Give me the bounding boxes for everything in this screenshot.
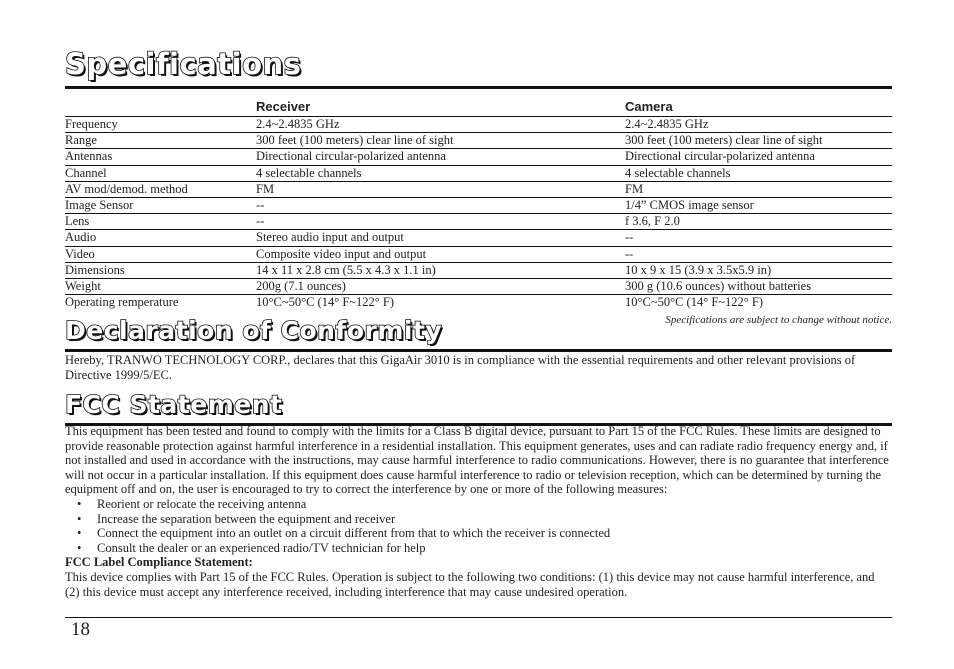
spec-label-cell: Frequency	[65, 117, 256, 133]
spec-label-cell: Range	[65, 133, 256, 149]
spec-label-cell: Image Sensor	[65, 197, 256, 213]
table-row	[65, 295, 892, 311]
camera-value-cell: 2.4~2.4835 GHz	[625, 117, 892, 133]
spec-label-cell: Audio	[65, 230, 256, 246]
fcc-body	[65, 424, 892, 599]
table-row	[65, 149, 892, 165]
receiver-value-cell: 10°C~50°C (14° F~122° F)	[256, 295, 395, 310]
fcc-measures-list	[65, 497, 892, 555]
fcc-heading: FCC Statement	[65, 390, 283, 419]
list-item: • Consult the dealer or an experienced radio/TV technician for help	[65, 541, 892, 556]
spec-label-cell: Dimensions	[65, 262, 256, 278]
spec-label-cell: Antennas	[65, 149, 256, 165]
receiver-value-cell: Stereo audio input and output	[256, 230, 625, 246]
spec-label-cell: Channel	[65, 165, 256, 181]
footer-divider	[65, 617, 892, 618]
list-item: • Connect the equipment into an outlet on a circuit different from that to which the receiver is connected	[65, 526, 892, 541]
camera-value-cell: 10 x 9 x 15 (3.9 x 3.5x5.9 in)	[625, 262, 892, 278]
table-row	[65, 117, 892, 133]
receiver-value-cell: --	[256, 197, 625, 213]
receiver-value-cell: Composite video input and output	[256, 246, 625, 262]
receiver-value-cell: FM	[256, 181, 625, 197]
table-header-row	[65, 96, 892, 117]
declaration-heading: Declaration of Conformity	[65, 316, 443, 345]
camera-value-cell: --	[625, 230, 892, 246]
list-item: • Increase the separation between the equipment and receiver	[65, 512, 892, 527]
table-row	[65, 197, 892, 213]
camera-value-cell: 300 g (10.6 ounces) without batteries	[625, 278, 892, 294]
camera-value-cell: 4 selectable channels	[625, 165, 892, 181]
table-row	[65, 246, 892, 262]
camera-value-cell: f 3.6, F 2.0	[625, 214, 892, 230]
fcc-label-title: FCC Label Compliance Statement:	[65, 555, 253, 570]
column-header-receiver: Receiver	[256, 96, 625, 117]
heading-divider	[65, 349, 892, 352]
camera-value-cell: FM	[625, 181, 892, 197]
specifications-heading: Specifications	[65, 47, 302, 81]
column-header-label	[65, 96, 256, 117]
spec-label-cell: Lens	[65, 214, 256, 230]
spec-label-cell: AV mod/demod. method	[65, 181, 256, 197]
column-header-camera: Camera	[625, 96, 892, 117]
table-row	[65, 181, 892, 197]
camera-value-cell: --	[625, 246, 892, 262]
camera-value-cell: 1/4” CMOS image sensor	[625, 197, 892, 213]
spec-label-cell: Operating remperature	[65, 295, 179, 310]
table-row	[65, 165, 892, 181]
receiver-value-cell: 14 x 11 x 2.8 cm (5.5 x 4.3 x 1.1 in)	[256, 262, 625, 278]
camera-value-cell: 300 feet (100 meters) clear line of sight	[625, 133, 892, 149]
camera-value-cell: 10°C~50°C (14° F~122° F)	[625, 295, 764, 310]
declaration-text: Hereby, TRANWO TECHNOLOGY CORP., declares that this GigaAir 3010 is in compliance with the essential requirements and other relevant provisions of Directive 1999/5/EC.	[65, 353, 856, 382]
camera-value-cell: Directional circular-polarized antenna	[625, 149, 892, 165]
spec-label-cell: Video	[65, 246, 256, 262]
table-row	[65, 133, 892, 149]
fcc-label-text: This device complies with Part 15 of the FCC Rules. Operation is subject to the following two conditions: (1) this device may not cause harmful interference, and (2) this device must accept any interference received, including interference that may cause undesired operation.	[65, 569, 875, 599]
table-row	[65, 214, 892, 230]
page-number: 18	[71, 619, 90, 640]
receiver-value-cell: --	[256, 214, 625, 230]
table-body	[65, 117, 892, 311]
receiver-value-cell: Directional circular-polarized antenna	[256, 149, 625, 165]
receiver-value-cell: 300 feet (100 meters) clear line of sight	[256, 133, 625, 149]
receiver-value-cell: 200g (7.1 ounces)	[256, 278, 625, 294]
fcc-paragraph: This equipment has been tested and found to comply with the limits for a Class B digital device, pursuant to Part 15 of the FCC Rules. These limits are designed to provide reasonable protection against harmful interference in a residential installation. This equipment generates, uses and can radiate radio frequency energy and, if not installed and used in accordance with the instructions, may cause harmful interference to radio communications. However, there is no guarantee that interference will not occur in a particular installation. If this equipment does cause harmful interference to radio or television reception, which can be determined by turning the equipment off and on, the user is encouraged to try to correct the interference by one or more of the following measures:	[65, 424, 889, 497]
table-row	[65, 230, 892, 246]
specifications-note: Specifications are subject to change without notice.	[665, 314, 892, 326]
specifications-table	[65, 96, 892, 310]
heading-divider	[65, 86, 892, 89]
table-row	[65, 278, 892, 294]
list-item: • Reorient or relocate the receiving antenna	[65, 497, 892, 512]
table-row	[65, 262, 892, 278]
receiver-value-cell: 2.4~2.4835 GHz	[256, 117, 625, 133]
receiver-value-cell: 4 selectable channels	[256, 165, 625, 181]
spec-label-cell: Weight	[65, 278, 256, 294]
